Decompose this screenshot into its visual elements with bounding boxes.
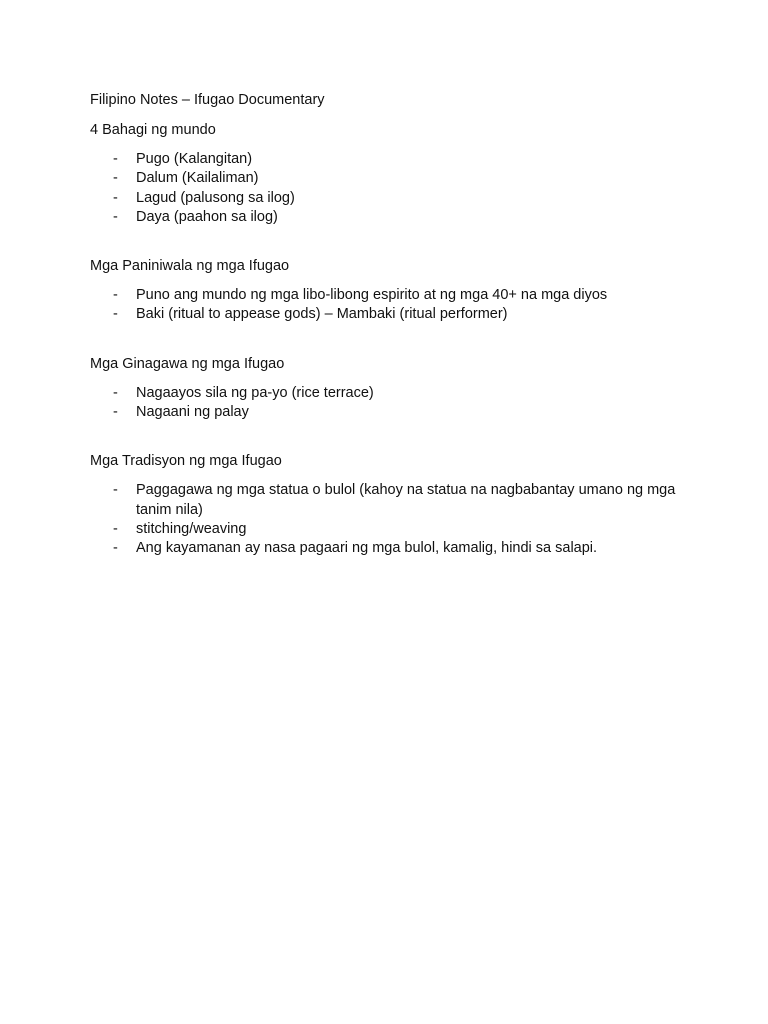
bullet-dash: - — [113, 482, 118, 499]
section-bahagi — [90, 121, 690, 227]
bullet-list — [90, 384, 690, 423]
list-item — [90, 384, 676, 403]
bullet-dash: - — [113, 306, 118, 323]
list-item-text: stitching/weaving — [136, 520, 247, 537]
section-heading: 4 Bahagi ng mundo — [90, 122, 216, 138]
section-heading: Mga Tradisyon ng mga Ifugao — [90, 453, 282, 470]
list-item — [90, 481, 676, 520]
list-item-text: Lagud (palusong sa ilog) — [136, 189, 295, 206]
list-item — [90, 305, 676, 324]
bullet-dash: - — [113, 287, 118, 304]
bullet-dash: - — [113, 404, 118, 421]
section-tradisyon — [90, 452, 690, 558]
bullet-dash: - — [113, 208, 118, 225]
list-item — [90, 403, 676, 422]
list-item-text: Dalum (Kailaliman) — [136, 170, 259, 187]
list-item-text: Baki (ritual to appease gods) – Mambaki (ritual performer) — [136, 306, 508, 323]
list-item-text: Pugo (Kalangitan) — [136, 151, 253, 167]
list-item — [90, 189, 676, 208]
section-heading: Mga Paniniwala ng mga Ifugao — [90, 258, 290, 275]
list-item-text: Daya (paahon sa ilog) — [136, 208, 278, 225]
list-item-text: Nagaani ng palay — [136, 404, 249, 421]
bullet-list — [90, 286, 690, 325]
list-item — [90, 169, 676, 188]
section-heading: Mga Ginagawa ng mga Ifugao — [90, 355, 285, 372]
bullet-dash: - — [113, 384, 118, 401]
section-ginagawa — [90, 355, 690, 423]
bullet-list — [90, 150, 690, 227]
bullet-list — [90, 481, 690, 558]
list-item — [90, 520, 676, 539]
bullet-dash: - — [113, 540, 118, 557]
bullet-dash: - — [113, 151, 118, 167]
bullet-dash: - — [113, 170, 118, 187]
list-item — [90, 286, 676, 305]
list-item-text: Nagaayos sila ng pa-yo (rice terrace) — [136, 384, 374, 401]
bullet-dash: - — [113, 520, 118, 537]
document-title: Filipino Notes – Ifugao Documentary — [90, 92, 325, 108]
list-item — [90, 208, 676, 227]
list-item-text: Puno ang mundo ng mga libo-libong espirito at ng mga 40+ na mga diyos — [136, 287, 608, 304]
list-item-text: Paggagawa ng mga statua o bulol (kahoy na statua na nagbabantay umano ng mga tanim nila) — [136, 482, 676, 518]
section-paniniwala — [90, 257, 690, 325]
bullet-dash: - — [113, 189, 118, 206]
document-content — [90, 91, 690, 559]
list-item-text: Ang kayamanan ay nasa pagaari ng mga bulol, kamalig, hindi sa salapi. — [136, 540, 598, 557]
list-item — [90, 150, 676, 169]
list-item — [90, 539, 676, 558]
